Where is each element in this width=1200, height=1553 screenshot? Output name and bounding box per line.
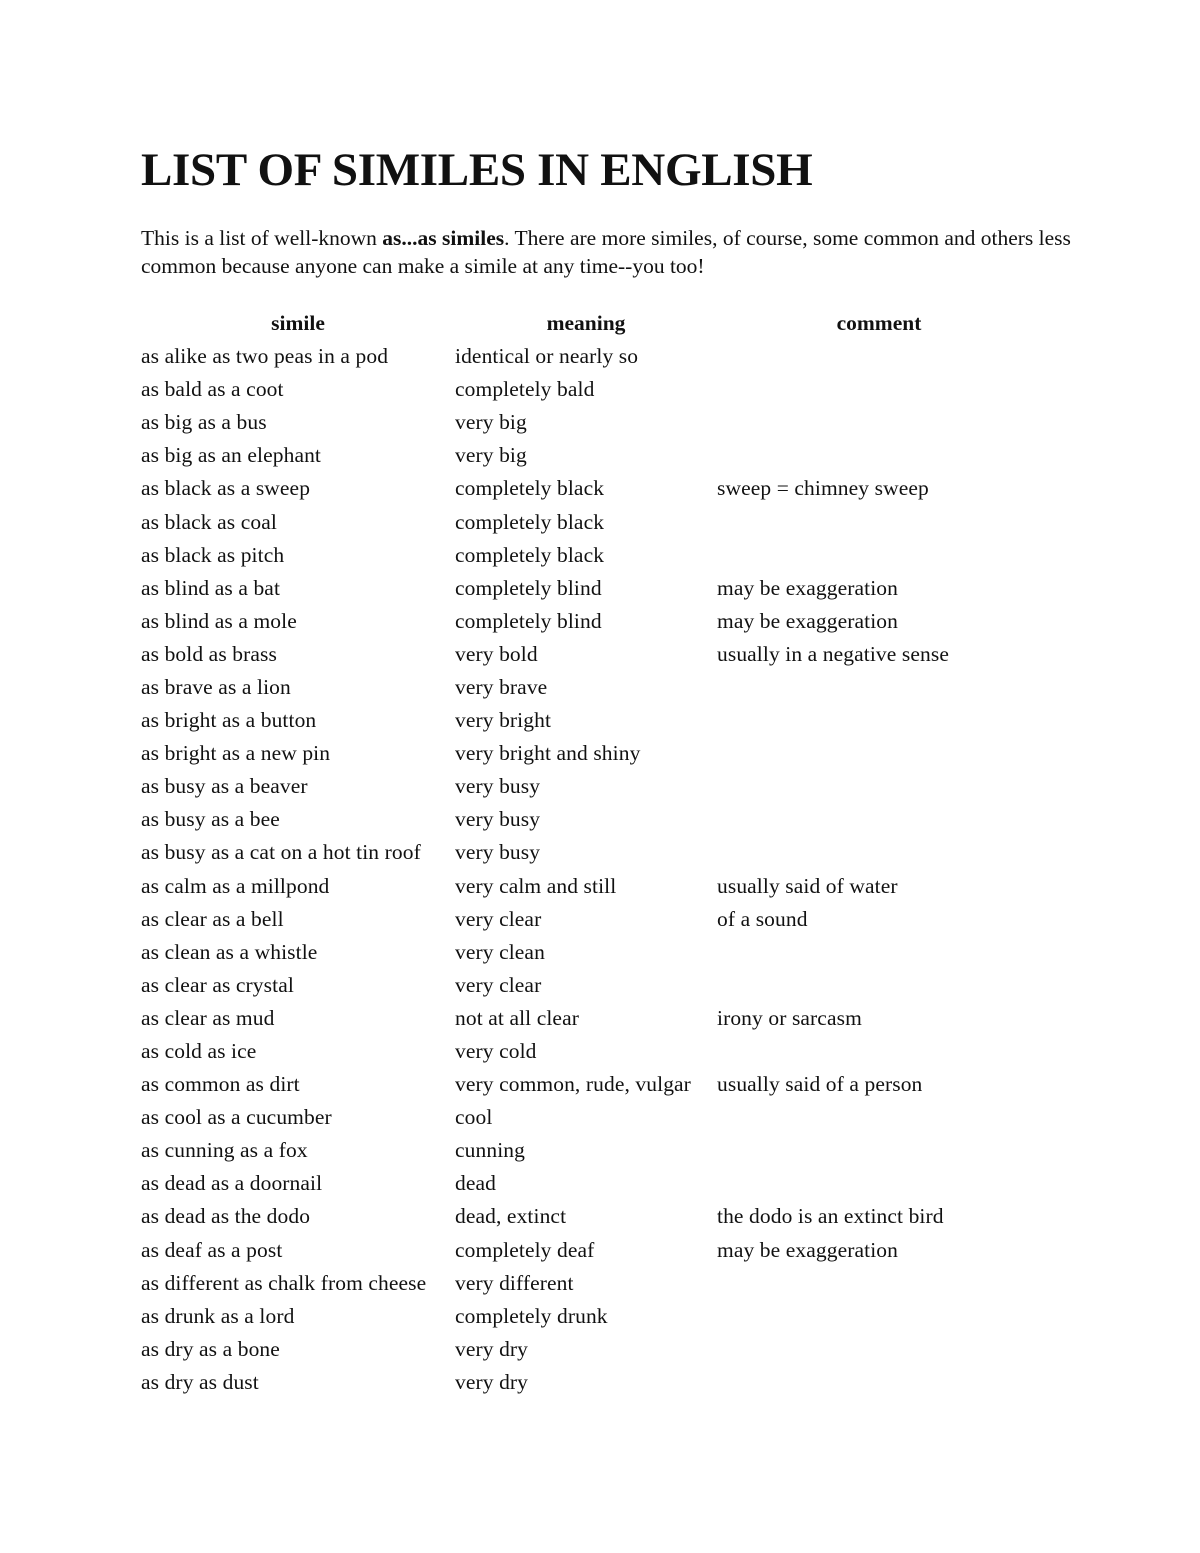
comment-cell xyxy=(717,406,1041,439)
table-row xyxy=(141,1234,1041,1267)
comment-cell xyxy=(717,969,1041,1002)
comment-cell: may be exaggeration xyxy=(717,608,898,633)
comment-cell: irony or sarcasm xyxy=(717,1005,862,1030)
simile-cell: as brave as a lion xyxy=(141,674,291,699)
table-row xyxy=(141,671,1041,704)
meaning-cell: very bold xyxy=(455,641,538,666)
table-row xyxy=(141,572,1041,605)
column-header-comment: comment xyxy=(836,311,922,335)
comment-cell xyxy=(717,770,1041,803)
simile-cell: as busy as a beaver xyxy=(141,774,308,799)
meaning-cell: not at all clear xyxy=(455,1005,579,1030)
comment-cell xyxy=(717,439,1041,472)
meaning-cell: very calm and still xyxy=(455,873,617,898)
simile-cell: as blind as a bat xyxy=(141,575,281,600)
meaning-cell: completely bald xyxy=(455,377,595,402)
table-row xyxy=(141,1167,1041,1200)
simile-cell: as clear as crystal xyxy=(141,972,294,997)
meaning-cell: very big xyxy=(455,443,527,468)
table-row xyxy=(141,406,1041,439)
comment-cell xyxy=(717,836,1041,869)
table-row xyxy=(141,836,1041,869)
simile-cell: as calm as a millpond xyxy=(141,873,330,898)
comment-cell: usually in a negative sense xyxy=(717,641,949,666)
meaning-cell: very bright and shiny xyxy=(455,741,641,766)
table-row xyxy=(141,1035,1041,1068)
simile-cell: as alike as two peas in a pod xyxy=(141,344,389,369)
simile-cell: as dead as the dodo xyxy=(141,1204,311,1229)
meaning-cell: completely black xyxy=(455,476,605,501)
table-row xyxy=(141,1366,1041,1399)
comment-cell: usually said of a person xyxy=(717,1072,923,1097)
comment-cell xyxy=(717,1134,1041,1167)
simile-cell: as common as dirt xyxy=(141,1072,300,1097)
simile-cell: as bright as a new pin xyxy=(141,741,331,766)
table-row xyxy=(141,870,1041,903)
simile-cell: as cold as ice xyxy=(141,1039,257,1064)
simile-cell: as blind as a mole xyxy=(141,608,297,633)
simile-cell: as black as coal xyxy=(141,509,277,534)
simile-cell: as clear as a bell xyxy=(141,906,284,931)
meaning-cell: very busy xyxy=(455,807,541,832)
table-row xyxy=(141,373,1041,406)
table-row xyxy=(141,539,1041,572)
simile-cell: as bold as brass xyxy=(141,641,277,666)
intro-bold-term: as...as similes xyxy=(382,226,505,250)
table-row xyxy=(141,1068,1041,1101)
table-row xyxy=(141,1300,1041,1333)
comment-cell xyxy=(717,803,1041,836)
meaning-cell: very dry xyxy=(455,1369,529,1394)
simile-cell: as clear as mud xyxy=(141,1005,275,1030)
meaning-cell: very bright xyxy=(455,708,552,733)
simile-cell: as dry as dust xyxy=(141,1369,259,1394)
comment-cell xyxy=(717,671,1041,704)
table-row xyxy=(141,340,1041,373)
table-row xyxy=(141,1134,1041,1167)
simile-cell: as black as pitch xyxy=(141,542,285,567)
meaning-cell: very different xyxy=(455,1270,574,1295)
comment-cell xyxy=(717,1366,1041,1399)
page-title: LIST OF SIMILES IN ENGLISH xyxy=(141,144,813,196)
column-header-simile: simile xyxy=(271,311,325,335)
comment-cell xyxy=(717,1101,1041,1134)
comment-cell xyxy=(717,737,1041,770)
comment-cell xyxy=(717,704,1041,737)
simile-cell: as black as a sweep xyxy=(141,476,311,501)
meaning-cell: very cold xyxy=(455,1039,537,1064)
simile-cell: as drunk as a lord xyxy=(141,1303,295,1328)
table-row xyxy=(141,1267,1041,1300)
similes-table xyxy=(141,307,1041,1399)
comment-cell xyxy=(717,1300,1041,1333)
comment-cell xyxy=(717,1267,1041,1300)
simile-cell: as different as chalk from cheese xyxy=(141,1270,427,1295)
meaning-cell: completely black xyxy=(455,542,605,567)
comment-cell xyxy=(717,539,1041,572)
table-row xyxy=(141,605,1041,638)
simile-cell: as clean as a whistle xyxy=(141,939,318,964)
comment-cell: the dodo is an extinct bird xyxy=(717,1204,944,1229)
table-row xyxy=(141,1101,1041,1134)
table-body xyxy=(141,340,1041,1399)
table-row xyxy=(141,903,1041,936)
simile-cell: as cunning as a fox xyxy=(141,1138,308,1163)
meaning-cell: dead, extinct xyxy=(455,1204,567,1229)
meaning-cell: completely drunk xyxy=(455,1303,608,1328)
comment-cell: may be exaggeration xyxy=(717,575,898,600)
table-row xyxy=(141,1333,1041,1366)
table-row xyxy=(141,704,1041,737)
table-row xyxy=(141,969,1041,1002)
intro-paragraph xyxy=(141,224,1071,280)
meaning-cell: completely blind xyxy=(455,608,602,633)
simile-cell: as bald as a coot xyxy=(141,377,284,402)
intro-text-before: This is a list of well-known xyxy=(141,226,383,250)
meaning-cell: completely black xyxy=(455,509,605,534)
table-row xyxy=(141,1002,1041,1035)
simile-cell: as dead as a doornail xyxy=(141,1171,323,1196)
meaning-cell: very clear xyxy=(455,906,542,931)
meaning-cell: very clear xyxy=(455,972,542,997)
meaning-cell: cool xyxy=(455,1105,493,1130)
table-row xyxy=(141,472,1041,505)
meaning-cell: completely blind xyxy=(455,575,602,600)
comment-cell: of a sound xyxy=(717,906,808,931)
simile-cell: as bright as a button xyxy=(141,708,317,733)
comment-cell xyxy=(717,373,1041,406)
table-row xyxy=(141,505,1041,538)
meaning-cell: very busy xyxy=(455,840,541,865)
comment-cell: usually said of water xyxy=(717,873,898,898)
meaning-cell: dead xyxy=(455,1171,496,1196)
meaning-cell: very dry xyxy=(455,1336,529,1361)
meaning-cell: very brave xyxy=(455,674,548,699)
table-row xyxy=(141,638,1041,671)
simile-cell: as busy as a bee xyxy=(141,807,280,832)
table-row xyxy=(141,1200,1041,1233)
meaning-cell: very clean xyxy=(455,939,545,964)
comment-cell xyxy=(717,1167,1041,1200)
comment-cell xyxy=(717,505,1041,538)
table-row xyxy=(141,936,1041,969)
comment-cell xyxy=(717,936,1041,969)
column-header-meaning: meaning xyxy=(546,311,626,335)
simile-cell: as big as a bus xyxy=(141,410,267,435)
intro-text-after: . There are more similes, of course, some common and others less common because anyone can make a simile at any time--you too! xyxy=(141,226,1071,278)
simile-cell: as busy as a cat on a hot tin roof xyxy=(141,840,421,865)
comment-cell: sweep = chimney sweep xyxy=(717,476,929,501)
simile-cell: as dry as a bone xyxy=(141,1336,280,1361)
table-row xyxy=(141,803,1041,836)
meaning-cell: very busy xyxy=(455,774,541,799)
meaning-cell: identical or nearly so xyxy=(455,344,639,369)
simile-cell: as cool as a cucumber xyxy=(141,1105,332,1130)
simile-cell: as big as an elephant xyxy=(141,443,322,468)
document-page xyxy=(141,140,1081,1399)
meaning-cell: completely deaf xyxy=(455,1237,595,1262)
meaning-cell: very big xyxy=(455,410,527,435)
table-row xyxy=(141,770,1041,803)
table-row xyxy=(141,439,1041,472)
comment-cell: may be exaggeration xyxy=(717,1237,898,1262)
comment-cell xyxy=(717,1333,1041,1366)
table-header-row xyxy=(141,307,1041,340)
simile-cell: as deaf as a post xyxy=(141,1237,283,1262)
comment-cell xyxy=(717,1035,1041,1068)
meaning-cell: cunning xyxy=(455,1138,525,1163)
comment-cell xyxy=(717,340,1041,373)
meaning-cell: very common, rude, vulgar xyxy=(455,1072,691,1097)
table-row xyxy=(141,737,1041,770)
